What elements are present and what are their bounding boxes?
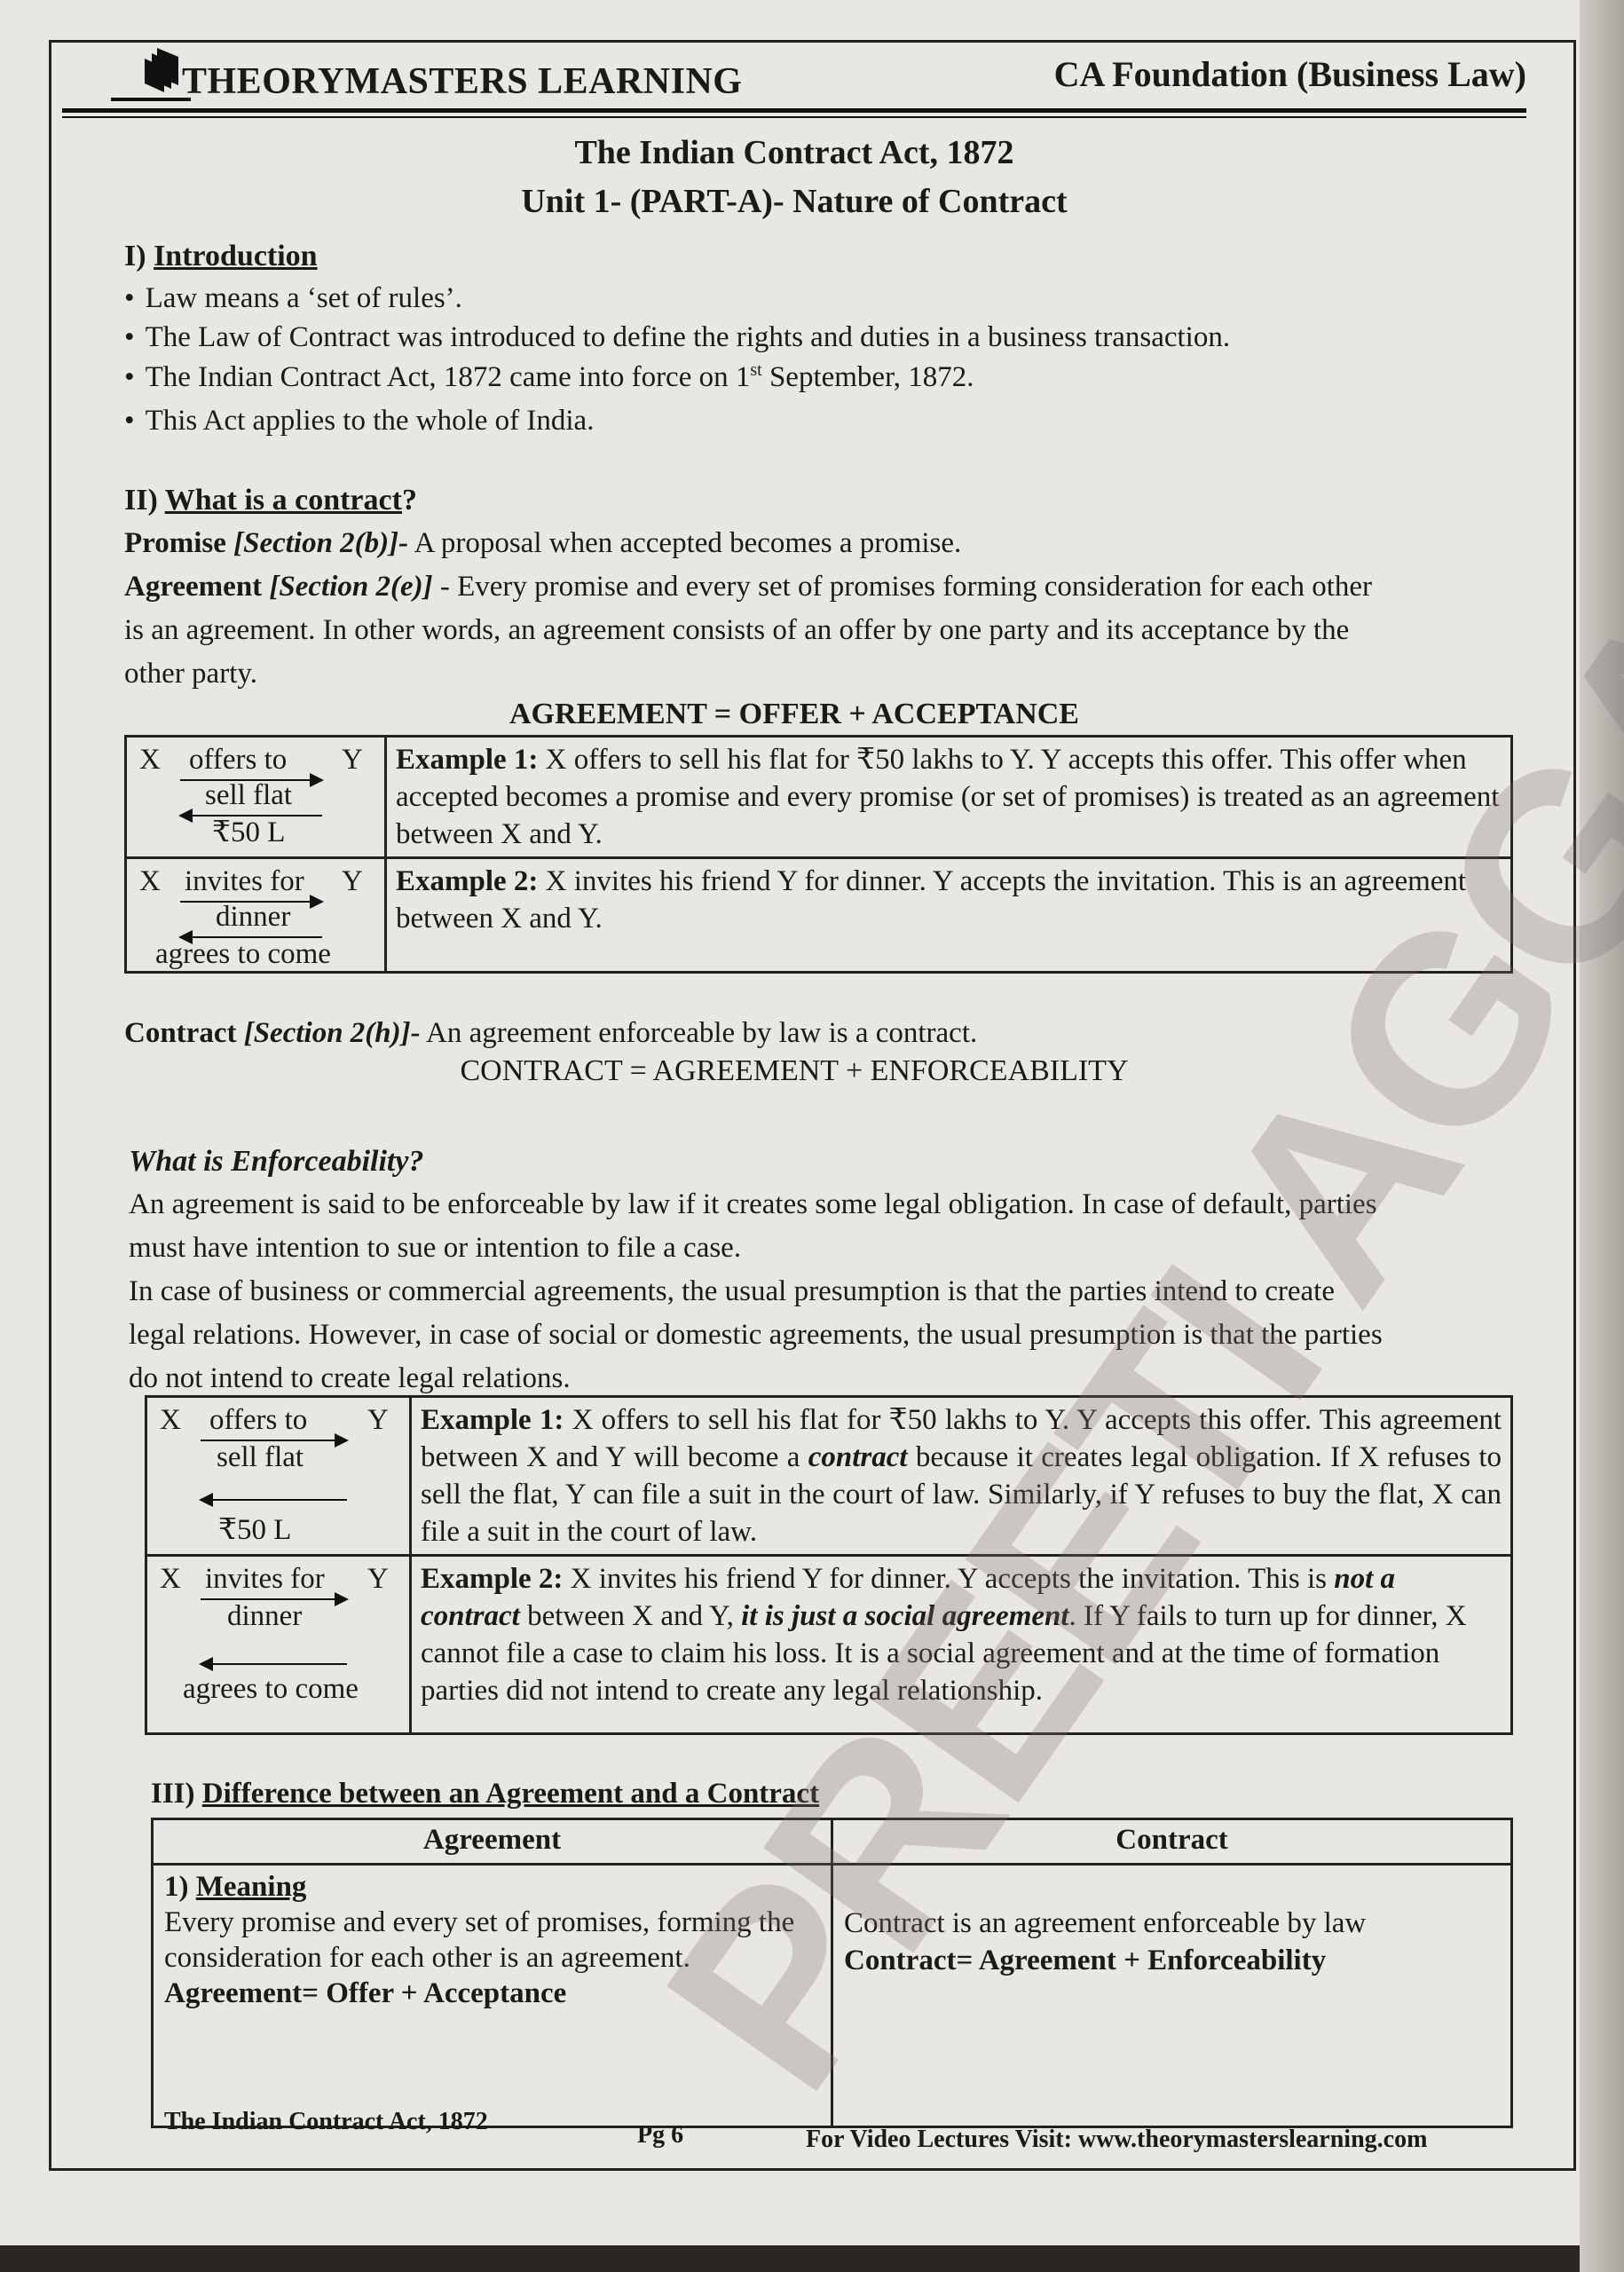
watermark: PREETI: [608, 1223, 1375, 2139]
table-row: [146, 1397, 1512, 1556]
subject-title: CA Foundation (Business Law): [1053, 54, 1526, 94]
contract-definition: Contract [Section 2(h)]- An agreement enforceable by law is a contract.: [124, 1017, 978, 1049]
table-row: [126, 737, 1512, 858]
diagram-cell: [146, 1556, 411, 1734]
diagram-cell: [146, 1397, 411, 1556]
table-row: [126, 858, 1512, 973]
agreement-examples-table: [124, 735, 1513, 974]
list-item: • This Act applies to the whole of India.: [124, 405, 1230, 444]
contract-heading: II) What is a contract?: [124, 484, 417, 517]
agreement-definition: Agreement [Section 2(e)] - Every promise and every set of promises forming consideration for each other is an agreement. In other words, an agreement consists of an offer by one party and its acceptance by the other party.: [124, 571, 1373, 690]
invite-diagram: X invites for Y dinner agrees to come: [139, 865, 363, 970]
agreement-formula: AGREEMENT = OFFER + ACCEPTANCE: [509, 698, 1079, 730]
list-item: • The Indian Contract Act, 1872 came into force on 1st September, 1872.: [124, 360, 1230, 399]
next-page-edge: [1580, 0, 1624, 2272]
page-number: Pg 6: [637, 2121, 684, 2149]
invite-diagram: X invites for Y dinner agrees to come: [160, 1563, 389, 1705]
document-title: The Indian Contract Act, 1872: [574, 134, 1014, 171]
contract-cell: Contract is an agreement enforceable by law Contract= Agreement + Enforceability: [832, 1865, 1512, 2127]
difference-heading: III) Difference between an Agreement and a Contract: [151, 1778, 820, 1810]
brand-name: THEORYMASTERS LEARNING: [182, 61, 743, 102]
diagram-cell: [126, 858, 386, 973]
example-text: Example 2: X invites his friend Y for dinner. Y accepts the invitation. This is not a contract between X and Y, it is just a social agreement. If Y fails to turn up for dinner, X cannot file a case to claim his loss. It is a social agreement and at the time of formation parties did not intend to create any legal relationship.: [411, 1556, 1512, 1734]
list-item: • The Law of Contract was introduced to define the rights and duties in a business transaction.: [124, 321, 1230, 360]
comparison-table: [151, 1818, 1513, 2128]
agreement-cell: 1) Meaning Every promise and every set of promises, forming the consideration for each other is an agreement. Agreement= Offer + Acceptance: [153, 1865, 832, 2127]
column-header: Contract: [832, 1819, 1512, 1865]
footer-website: For Video Lectures Visit: www.theorymasterslearning.com: [806, 2126, 1428, 2153]
intro-heading: I) Introduction: [124, 240, 318, 272]
enforceability-heading: What is Enforceability?: [129, 1145, 424, 1178]
footer-left: The Indian Contract Act, 1872: [164, 2108, 488, 2135]
example-text: Example 1: X offers to sell his flat for ₹50 lakhs to Y. Y accepts this offer. This agreement between X and Y will become a contract because it creates legal obligation. If X refuses to sell the flat, Y can file a suit in the court of law. Similarly, if Y refuses to buy the flat, X can file a suit in the court of law.: [411, 1397, 1512, 1556]
offer-diagram: X offers to Y sell flat ₹50 L: [160, 1404, 389, 1546]
diagram-cell: [126, 737, 386, 858]
unit-title: Unit 1- (PART-A)- Nature of Contract: [521, 183, 1068, 220]
example-text: Example 2: X invites his friend Y for dinner. Y accepts the invitation. This is an agreement between X and Y.: [386, 858, 1512, 973]
left-arrow-icon: [201, 1499, 347, 1501]
contract-examples-table: [145, 1395, 1513, 1735]
header-rule: [62, 108, 1526, 113]
list-item: • Law means a ‘set of rules’.: [124, 282, 1230, 321]
table-row: [153, 1865, 1512, 2127]
intro-bullet-list: [124, 282, 1230, 444]
offer-diagram: X offers to Y sell flat ₹50 L: [139, 744, 363, 848]
enforceability-paragraph: An agreement is said to be enforceable by law if it creates some legal obligation. In case of default, parties must have intention to sue or intention to file a case. In case of business or commercial agreements, the usual presumption is that the parties intend to create legal relations. However, in case of social or domestic agreements, the usual presumption is that the parties do not intend to create legal relations.: [129, 1188, 1383, 1394]
table-header-row: [153, 1819, 1512, 1865]
table-row: [146, 1556, 1512, 1734]
contract-formula: CONTRACT = AGREEMENT + ENFORCEABILITY: [460, 1054, 1129, 1087]
promise-definition: Promise [Section 2(b)]- A proposal when accepted becomes a promise.: [124, 527, 962, 559]
left-arrow-icon: [201, 1663, 347, 1665]
header-rule-thin: [62, 116, 1526, 118]
example-text: Example 1: X offers to sell his flat for ₹50 lakhs to Y. Y accepts this offer. This offer when accepted becomes a promise and every promise (or set of promises) is treated as an agreement between X and Y.: [386, 737, 1512, 858]
column-header: Agreement: [153, 1819, 832, 1865]
page-header: [62, 44, 1526, 111]
